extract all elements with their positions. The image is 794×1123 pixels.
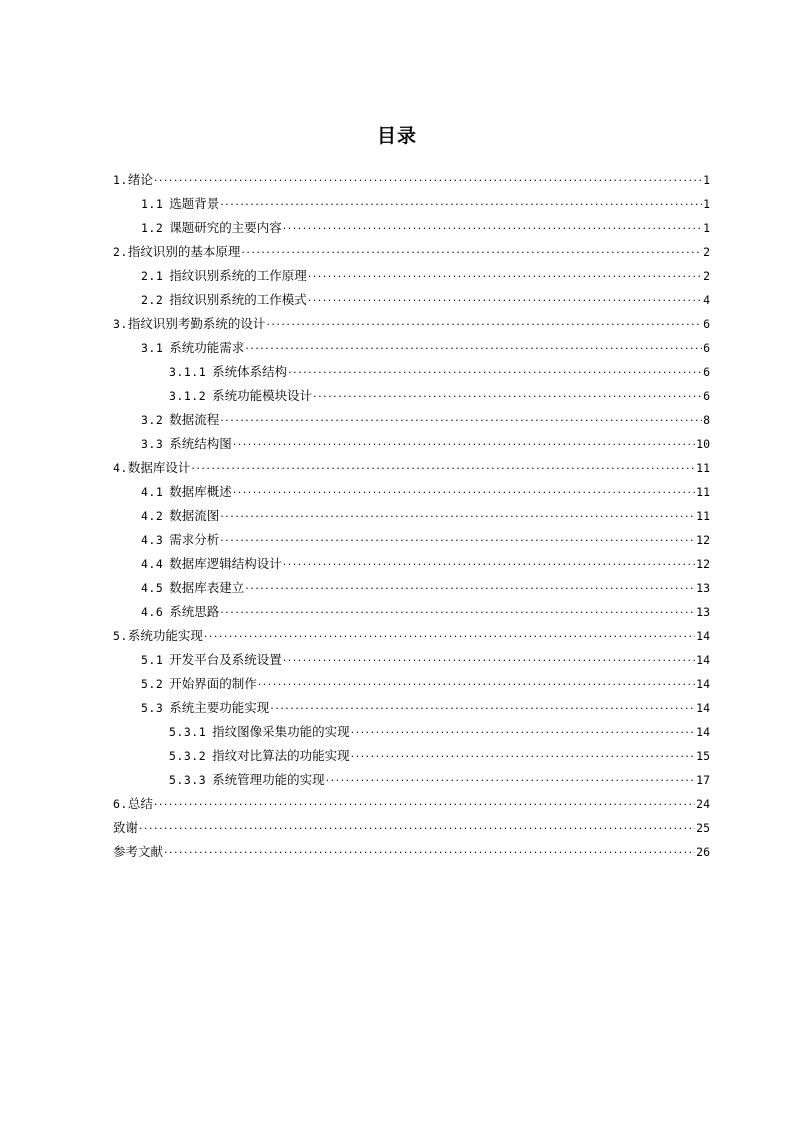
toc-entry-number: 3.1 [141, 341, 164, 355]
toc-dot-leader [313, 385, 702, 409]
toc-entry-label: 数据流图 [169, 508, 220, 523]
toc-entry-label: 系统结构图 [169, 436, 232, 451]
toc-entry-number: 3.3 [141, 437, 164, 451]
toc-entry-page-number: 13 [696, 581, 710, 595]
toc-dot-leader [204, 625, 695, 649]
toc-entry-page-number: 14 [696, 653, 710, 667]
toc-entry-number: 3. [113, 317, 128, 331]
table-of-contents [113, 168, 710, 864]
toc-dot-leader [308, 265, 702, 289]
toc-entry-label: 绪论 [127, 172, 153, 187]
toc-entry[interactable] [113, 480, 710, 504]
toc-entry-page-number: 26 [696, 845, 710, 859]
toc-entry[interactable] [113, 432, 710, 456]
toc-entry-label: 系统功能模块设计 [212, 388, 313, 403]
toc-entry-label: 系统管理功能的实现 [212, 772, 325, 787]
toc-entry[interactable] [113, 240, 710, 264]
toc-dot-leader [245, 577, 695, 601]
toc-entry[interactable] [113, 696, 710, 720]
toc-entry-page-number: 14 [696, 701, 710, 715]
toc-dot-leader [220, 601, 695, 625]
toc-dot-leader [283, 649, 695, 673]
toc-entry-page-number: 25 [696, 821, 710, 835]
toc-entry-label: 系统体系结构 [212, 364, 288, 379]
toc-entry-number: 4. [113, 461, 128, 475]
toc-entry-page-number: 14 [696, 629, 710, 643]
toc-entry-number: 4.1 [141, 485, 164, 499]
toc-entry[interactable] [113, 816, 710, 840]
toc-entry-number: 4.2 [141, 509, 164, 523]
toc-entry-label: 系统功能需求 [169, 340, 245, 355]
toc-dot-leader [245, 337, 702, 361]
toc-entry-page-number: 12 [696, 533, 710, 547]
toc-entry-page-number: 6 [703, 317, 710, 331]
toc-dot-leader [164, 841, 695, 865]
toc-entry[interactable] [113, 768, 710, 792]
toc-entry-label: 指纹识别系统的工作模式 [169, 292, 307, 307]
toc-entry-page-number: 14 [696, 677, 710, 691]
toc-entry-number: 6. [113, 797, 128, 811]
toc-entry-number: 5.3.3 [169, 773, 207, 787]
toc-entry-label: 参考文献 [113, 844, 164, 859]
toc-entry-page-number: 6 [703, 389, 710, 403]
toc-entry-page-number: 12 [696, 557, 710, 571]
toc-entry-number: 3.1.1 [169, 365, 207, 379]
toc-entry-number: 5.3.1 [169, 725, 207, 739]
toc-entry-page-number: 24 [696, 797, 710, 811]
toc-dot-leader [139, 817, 695, 841]
toc-entry-number: 4.3 [141, 533, 164, 547]
toc-entry[interactable] [113, 528, 710, 552]
toc-entry-number: 1.2 [141, 221, 164, 235]
toc-entry[interactable] [113, 384, 710, 408]
toc-entry[interactable] [113, 216, 710, 240]
toc-dot-leader [270, 697, 695, 721]
toc-entry-label: 指纹对比算法的功能实现 [212, 748, 350, 763]
toc-entry-number: 2.2 [141, 293, 164, 307]
toc-entry[interactable] [113, 600, 710, 624]
toc-dot-leader [283, 553, 695, 577]
toc-entry-number: 1. [113, 173, 128, 187]
toc-entry[interactable] [113, 672, 710, 696]
toc-entry-page-number: 2 [703, 245, 710, 259]
toc-entry-page-number: 1 [703, 173, 710, 187]
toc-dot-leader [220, 409, 702, 433]
toc-entry-number: 4.6 [141, 605, 164, 619]
toc-entry-label: 指纹识别系统的工作原理 [169, 268, 307, 283]
toc-dot-leader [283, 217, 702, 241]
toc-entry[interactable] [113, 840, 710, 864]
toc-entry-page-number: 13 [696, 605, 710, 619]
toc-entry-label: 开始界面的制作 [169, 676, 257, 691]
toc-entry-number: 5.3.2 [169, 749, 207, 763]
toc-dot-leader [266, 313, 702, 337]
toc-entry[interactable] [113, 192, 710, 216]
toc-entry-number: 5.3 [141, 701, 164, 715]
toc-entry-label: 指纹识别的基本原理 [127, 244, 241, 259]
toc-entry-number: 2.1 [141, 269, 164, 283]
toc-dot-leader [233, 433, 695, 457]
toc-entry-page-number: 11 [696, 509, 710, 523]
toc-entry-page-number: 10 [696, 437, 710, 451]
toc-entry[interactable] [113, 624, 710, 648]
toc-entry-number: 2. [113, 245, 128, 259]
page-title: 目录 [376, 125, 417, 147]
toc-entry-label: 数据库表建立 [169, 580, 245, 595]
toc-dot-leader [233, 481, 695, 505]
toc-entry[interactable] [113, 792, 710, 816]
toc-entry-number: 5.2 [141, 677, 164, 691]
toc-entry-page-number: 6 [703, 365, 710, 379]
toc-dot-leader [191, 457, 695, 481]
toc-dot-leader [220, 505, 695, 529]
toc-dot-leader [220, 529, 695, 553]
toc-entry-number: 5.1 [141, 653, 164, 667]
toc-entry[interactable] [113, 648, 710, 672]
toc-entry[interactable] [113, 168, 710, 192]
toc-entry-label: 指纹图像采集功能的实现 [212, 724, 350, 739]
toc-entry-label: 数据库概述 [169, 484, 232, 499]
toc-dot-leader [154, 793, 695, 817]
toc-dot-leader [154, 169, 702, 193]
toc-entry[interactable] [113, 456, 710, 480]
toc-dot-leader [326, 769, 696, 793]
toc-entry-page-number: 11 [696, 461, 710, 475]
toc-entry-label: 系统思路 [169, 604, 220, 619]
toc-entry-number: 4.4 [141, 557, 164, 571]
toc-entry-label: 课题研究的主要内容 [169, 220, 282, 235]
toc-dot-leader [288, 361, 702, 385]
toc-dot-leader [351, 721, 696, 745]
toc-entry-label: 指纹识别考勤系统的设计 [127, 316, 266, 331]
toc-entry[interactable] [113, 744, 710, 768]
toc-entry-label: 系统主要功能实现 [169, 700, 270, 715]
toc-entry-number: 3.1.2 [169, 389, 207, 403]
toc-entry-page-number: 14 [696, 725, 710, 739]
toc-entry-label: 致谢 [113, 820, 139, 835]
toc-entry-number: 3.2 [141, 413, 164, 427]
toc-entry-page-number: 11 [696, 485, 710, 499]
toc-entry[interactable] [113, 576, 710, 600]
toc-dot-leader [258, 673, 695, 697]
toc-dot-leader [220, 193, 702, 217]
toc-entry[interactable] [113, 552, 710, 576]
toc-entry-number: 5. [113, 629, 128, 643]
toc-entry-label: 系统功能实现 [127, 628, 203, 643]
toc-entry-label: 总结 [127, 796, 153, 811]
toc-entry[interactable] [113, 336, 710, 360]
toc-entry[interactable] [113, 408, 710, 432]
toc-entry-label: 数据流程 [169, 412, 220, 427]
toc-entry-page-number: 8 [703, 413, 710, 427]
toc-entry[interactable] [113, 288, 710, 312]
toc-entry[interactable] [113, 312, 710, 336]
toc-entry-label: 需求分析 [169, 532, 220, 547]
toc-dot-leader [351, 745, 696, 769]
toc-entry-label: 选题背景 [169, 196, 220, 211]
toc-entry-label: 开发平台及系统设置 [169, 652, 282, 667]
toc-dot-leader [308, 289, 702, 313]
toc-entry-page-number: 17 [696, 773, 710, 787]
toc-entry-page-number: 4 [703, 293, 710, 307]
toc-entry-label: 数据库设计 [127, 460, 191, 475]
toc-entry[interactable] [113, 264, 710, 288]
toc-entry-page-number: 1 [703, 197, 710, 211]
toc-entry-page-number: 15 [696, 749, 710, 763]
toc-entry-number: 4.5 [141, 581, 164, 595]
toc-entry-number: 1.1 [141, 197, 164, 211]
toc-entry[interactable] [113, 360, 710, 384]
toc-entry[interactable] [113, 504, 710, 528]
toc-entry-label: 数据库逻辑结构设计 [169, 556, 282, 571]
toc-entry-page-number: 1 [703, 221, 710, 235]
toc-dot-leader [241, 241, 702, 265]
toc-entry-page-number: 2 [703, 269, 710, 283]
toc-entry[interactable] [113, 720, 710, 744]
toc-entry-page-number: 6 [703, 341, 710, 355]
